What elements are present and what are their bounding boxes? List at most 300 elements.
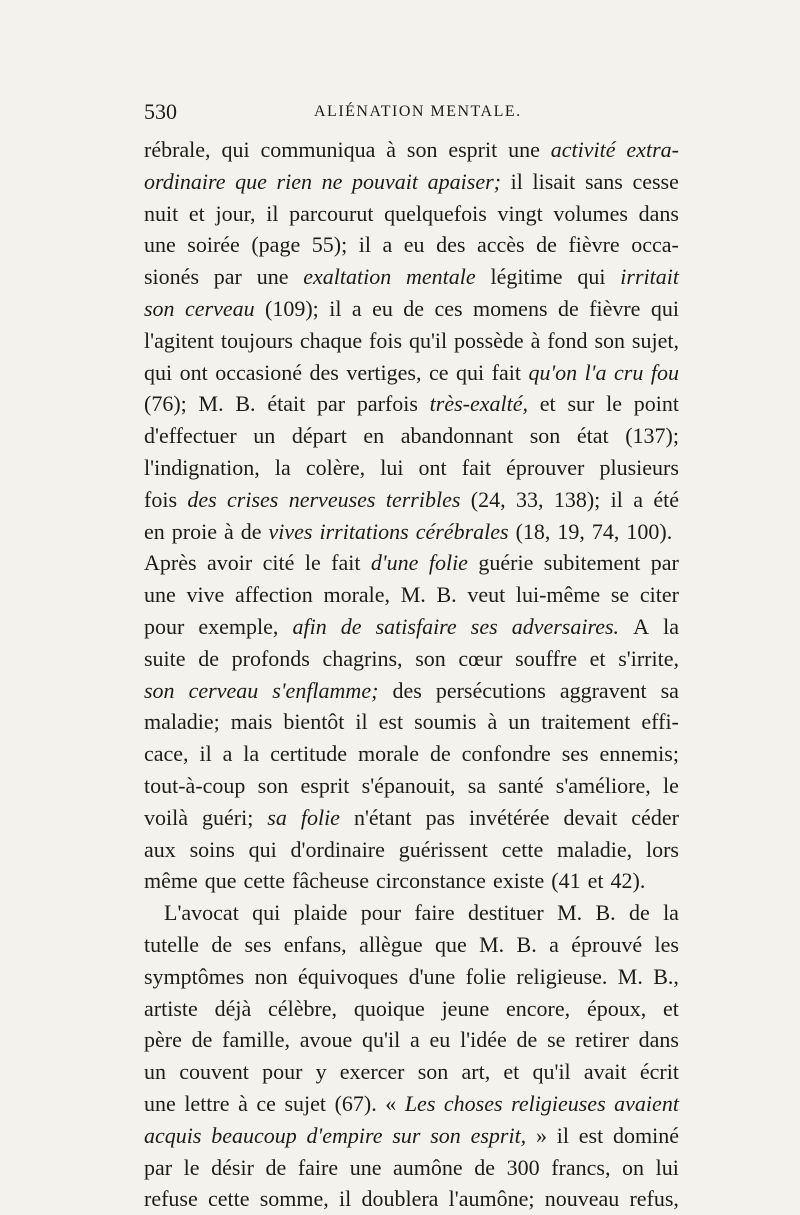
- word: B.,: [653, 963, 679, 989]
- word: occasioné: [215, 359, 302, 385]
- word: de: [403, 295, 425, 321]
- text-line: [144, 1183, 679, 1215]
- word: choses: [443, 1090, 503, 1116]
- word: morale: [357, 741, 420, 767]
- word: fièvre: [589, 295, 641, 321]
- word: qui: [456, 359, 485, 385]
- word: cérébrales: [415, 518, 509, 544]
- word: s'enflamme;: [272, 677, 379, 703]
- word: il: [355, 709, 368, 735]
- word: jeune: [441, 995, 490, 1021]
- text-line: [144, 1120, 679, 1152]
- word: irritations: [319, 518, 409, 544]
- word: bientôt: [283, 709, 345, 735]
- word: traitement: [541, 709, 631, 735]
- word: (18,: [515, 518, 551, 544]
- word: dans: [638, 1027, 679, 1053]
- word: départ: [291, 423, 347, 449]
- word: qui: [252, 900, 281, 926]
- word: ordinaire: [144, 168, 226, 194]
- word: à: [386, 137, 396, 162]
- text-line: [144, 452, 679, 484]
- word: (41: [551, 868, 581, 894]
- word: fois: [369, 327, 403, 353]
- word: de: [191, 1027, 213, 1053]
- word: une: [508, 137, 540, 162]
- text-line: [144, 484, 679, 516]
- word: le: [183, 1154, 200, 1180]
- word: enfans,: [283, 931, 347, 957]
- word: est: [578, 1122, 604, 1148]
- word: une: [256, 264, 289, 290]
- word: de: [474, 1154, 496, 1180]
- word: et: [539, 391, 556, 417]
- word: cace,: [144, 741, 189, 767]
- word: pouvait: [352, 168, 419, 194]
- word: son: [529, 423, 561, 449]
- word: souffre: [515, 645, 577, 671]
- word: cesse: [632, 168, 679, 194]
- word: qu'il: [408, 327, 448, 353]
- word: et: [587, 868, 604, 894]
- word: déjà: [214, 995, 252, 1021]
- word: parfois: [356, 391, 418, 417]
- word: plaide: [293, 900, 348, 926]
- word: célèbre,: [268, 995, 338, 1021]
- body-text: [144, 134, 679, 1215]
- word: l'agitent: [144, 327, 214, 353]
- word: il: [358, 232, 371, 258]
- word: avoir: [206, 550, 253, 576]
- word: il: [339, 1186, 352, 1212]
- word: la: [663, 900, 679, 926]
- word: son: [144, 677, 175, 703]
- word: il: [510, 168, 523, 194]
- word: citer: [639, 582, 679, 608]
- word: activité: [550, 137, 616, 162]
- word: en: [363, 423, 385, 449]
- word: artiste: [144, 995, 198, 1021]
- word: sionés: [144, 264, 199, 290]
- word: même: [144, 868, 198, 894]
- word: par: [650, 550, 679, 576]
- word: fois: [144, 486, 177, 512]
- word: lors: [645, 836, 679, 862]
- word: son: [257, 772, 289, 798]
- word: a: [222, 741, 233, 767]
- word: qu'il: [362, 1027, 401, 1053]
- word: faire: [297, 1154, 339, 1180]
- word: l'idée: [460, 1027, 507, 1053]
- word: veut: [467, 582, 506, 608]
- word: (109);: [265, 295, 319, 321]
- word: 138);: [553, 486, 601, 512]
- word: pour: [262, 1059, 303, 1085]
- word: guérissent: [398, 836, 488, 862]
- word: symptômes: [144, 963, 245, 989]
- word: quoique: [353, 995, 425, 1021]
- word: (24,: [470, 486, 506, 512]
- word: très-exalté,: [429, 391, 529, 417]
- text-line: [144, 325, 679, 357]
- word: circonstance: [376, 868, 486, 894]
- word: chaque: [299, 327, 363, 353]
- word: qu'il: [532, 1059, 571, 1085]
- word: 300: [506, 1154, 540, 1180]
- word: de: [557, 295, 579, 321]
- text-line: [144, 770, 679, 802]
- word: jour,: [215, 200, 256, 226]
- word: sujet,: [631, 327, 679, 353]
- text-line: [144, 516, 679, 548]
- word: fou: [650, 359, 679, 385]
- word: avait: [583, 1059, 627, 1085]
- word: parcourut: [289, 200, 374, 226]
- text-line: [144, 675, 679, 707]
- word: se: [610, 582, 630, 608]
- word: »: [535, 1122, 547, 1148]
- text-line: [144, 929, 679, 961]
- word: M.: [617, 963, 643, 989]
- word: aumône: [393, 1154, 463, 1180]
- word: n'étant: [353, 804, 412, 830]
- text-line: [144, 706, 679, 738]
- word: ses: [561, 741, 589, 767]
- word: d'empire: [306, 1122, 383, 1148]
- word: à: [530, 327, 541, 353]
- text-line: [144, 611, 679, 643]
- word: 42).: [610, 868, 646, 894]
- word: abandonnant: [400, 423, 514, 449]
- text-line: [144, 420, 679, 452]
- word: l'aumône;: [448, 1186, 535, 1212]
- word: de: [536, 232, 557, 258]
- word: de: [340, 613, 362, 639]
- word: mais: [230, 709, 273, 735]
- word: de: [198, 645, 219, 671]
- text-line: [144, 738, 679, 770]
- word: eu: [429, 1027, 451, 1053]
- word: et: [589, 645, 606, 671]
- word: l'indignation,: [144, 454, 260, 480]
- text-line: [144, 993, 679, 1025]
- word: satisfaire: [375, 613, 457, 639]
- word: guérie: [478, 550, 534, 576]
- word: Après: [144, 550, 197, 576]
- word: morale,: [323, 582, 391, 608]
- word: la: [663, 613, 679, 639]
- word: lisait: [532, 168, 576, 194]
- word: 55);: [311, 232, 348, 258]
- text-line: [144, 834, 679, 866]
- word: les: [654, 931, 679, 957]
- word: folie: [428, 550, 468, 576]
- word: suite: [144, 645, 186, 671]
- word: invétérée: [468, 804, 550, 830]
- word: père: [144, 1027, 182, 1053]
- word: 100).: [626, 518, 673, 544]
- word: 74,: [591, 518, 620, 544]
- word: communiqua: [260, 137, 376, 162]
- text-line: [144, 1056, 679, 1088]
- word: maladie,: [557, 836, 633, 862]
- word: des: [436, 232, 466, 258]
- word: toujours: [220, 327, 293, 353]
- word: point: [633, 391, 679, 417]
- word: crises: [227, 486, 279, 512]
- word: cerveau: [188, 677, 259, 703]
- text-line: [144, 865, 679, 897]
- word: momens: [472, 295, 548, 321]
- word: une: [349, 1154, 382, 1180]
- word: dans: [638, 200, 679, 226]
- word: est: [378, 709, 404, 735]
- word: mentale: [406, 264, 476, 290]
- word: exaltation: [303, 264, 392, 290]
- word: s'épanouit,: [361, 772, 456, 798]
- text-line: [144, 198, 679, 230]
- word: il: [266, 200, 279, 226]
- word: vertiges,: [346, 359, 422, 385]
- word: retirer: [575, 1027, 629, 1053]
- text-line: [144, 1088, 679, 1120]
- word: nerveuses: [288, 486, 376, 512]
- word: qui: [577, 264, 606, 290]
- text-line: [144, 166, 679, 198]
- word: à: [487, 709, 498, 735]
- word: sur: [392, 1122, 421, 1148]
- word: extra-: [626, 137, 679, 162]
- word: sa: [660, 677, 679, 703]
- word: cru: [614, 359, 644, 385]
- word: religieuse.: [516, 963, 608, 989]
- word: subitement: [543, 550, 641, 576]
- word: été: [653, 486, 679, 512]
- word: tutelle: [144, 931, 199, 957]
- word: B.: [516, 931, 537, 957]
- word: était: [267, 391, 306, 417]
- word: folie: [300, 804, 340, 830]
- word: L'avocat: [164, 900, 239, 926]
- word: M.: [479, 931, 505, 957]
- word: de: [429, 741, 451, 767]
- word: art,: [461, 1059, 491, 1085]
- word: 33,: [515, 486, 544, 512]
- word: et: [503, 1059, 520, 1085]
- word: (page: [251, 232, 301, 258]
- word: lui: [655, 1154, 679, 1180]
- word: pour: [360, 900, 402, 926]
- word: ces: [434, 295, 463, 321]
- word: esprit: [300, 772, 350, 798]
- word: époux,: [586, 995, 647, 1021]
- word: un: [144, 1059, 166, 1085]
- word: à: [238, 1090, 248, 1116]
- text-line: [144, 802, 679, 834]
- word: plusieurs: [599, 454, 679, 480]
- word: un: [508, 709, 531, 735]
- word: (67).: [334, 1090, 377, 1116]
- word: la: [243, 741, 260, 767]
- word: nuit: [144, 200, 179, 226]
- word: aux: [144, 836, 176, 862]
- word: de: [211, 931, 233, 957]
- word: dominé: [613, 1122, 679, 1148]
- word: que: [434, 931, 467, 957]
- word: le: [663, 772, 679, 798]
- word: B.: [235, 391, 256, 417]
- word: aggravent: [559, 677, 647, 703]
- word: existe: [492, 868, 545, 894]
- word: le: [606, 391, 622, 417]
- word: une: [144, 582, 176, 608]
- word: ont: [418, 454, 447, 480]
- word: vingt: [497, 200, 543, 226]
- word: persécutions: [435, 677, 546, 703]
- word: maladie;: [144, 709, 220, 735]
- word: soins: [189, 836, 235, 862]
- word: éprouvé: [571, 931, 643, 957]
- word: fond: [547, 327, 588, 353]
- text-line: [144, 229, 679, 261]
- word: famille,: [222, 1027, 290, 1053]
- word: avaient: [614, 1090, 679, 1116]
- word: rien: [276, 168, 312, 194]
- word: a: [549, 931, 559, 957]
- word: destituer: [467, 900, 544, 926]
- word: avoue: [299, 1027, 353, 1053]
- word: il: [610, 486, 623, 512]
- word: pour: [144, 613, 185, 639]
- word: et: [663, 995, 679, 1021]
- word: affection: [235, 582, 313, 608]
- word: possède: [454, 327, 524, 353]
- word: lui-même: [515, 582, 601, 608]
- word: sans: [584, 168, 623, 194]
- word: Les: [404, 1090, 436, 1116]
- page-header: [144, 99, 684, 129]
- word: par: [213, 264, 242, 290]
- word: 19,: [557, 518, 585, 544]
- word: a: [410, 1027, 420, 1053]
- word: doublera: [361, 1186, 439, 1212]
- word: a: [633, 486, 643, 512]
- word: son: [415, 645, 446, 671]
- word: il: [556, 1122, 569, 1148]
- word: d'ordinaire: [290, 836, 385, 862]
- word: de: [240, 518, 262, 544]
- word: ont: [179, 359, 208, 385]
- word: colère,: [305, 454, 366, 480]
- word: francs,: [551, 1154, 611, 1180]
- word: une: [144, 232, 176, 258]
- text-line: [144, 961, 679, 993]
- text-line: [144, 134, 679, 166]
- word: éprouver: [506, 454, 585, 480]
- word: son: [594, 327, 626, 353]
- word: exercer: [339, 1059, 405, 1085]
- word: esprit,: [470, 1122, 527, 1148]
- word: céder: [631, 804, 679, 830]
- word: vives: [268, 518, 313, 544]
- word: qui: [221, 137, 250, 162]
- word: quelquefois: [384, 200, 487, 226]
- word: son: [417, 1059, 449, 1085]
- word: M.: [198, 391, 224, 417]
- word: que: [204, 868, 237, 894]
- word: guéri;: [201, 804, 254, 830]
- word: écrit: [639, 1059, 679, 1085]
- word: cette: [243, 868, 286, 894]
- word: faire: [414, 900, 455, 926]
- word: esprit: [448, 137, 498, 162]
- word: beaucoup: [211, 1122, 297, 1148]
- word: fait: [491, 359, 521, 385]
- word: de: [265, 1154, 287, 1180]
- word: exemple,: [198, 613, 279, 639]
- word: somme,: [259, 1186, 329, 1212]
- running-title: ALIÉNATION MENTALE.: [314, 103, 522, 120]
- word: eu: [403, 232, 425, 258]
- word: afin: [292, 613, 327, 639]
- word: voilà: [144, 804, 188, 830]
- word: couvent: [179, 1059, 249, 1085]
- word: de: [516, 1027, 538, 1053]
- word: profonds: [231, 645, 310, 671]
- word: désir: [211, 1154, 254, 1180]
- word: occa-: [631, 232, 679, 258]
- word: A: [633, 613, 650, 639]
- word: en: [144, 518, 165, 544]
- word: cerveau: [184, 295, 255, 321]
- word: des: [187, 486, 217, 512]
- word: eu: [372, 295, 393, 321]
- word: des: [309, 359, 339, 385]
- word: sujet: [284, 1090, 327, 1116]
- word: acquis: [144, 1122, 202, 1148]
- word: apaiser;: [427, 168, 501, 194]
- word: des: [392, 677, 422, 703]
- word: folie: [465, 963, 506, 989]
- word: d'une: [408, 963, 456, 989]
- word: ses: [470, 613, 498, 639]
- word: a: [382, 232, 393, 258]
- word: fièvre: [568, 232, 620, 258]
- word: fait: [461, 454, 492, 480]
- word: volumes: [553, 200, 628, 226]
- word: ce: [428, 359, 449, 385]
- word: pas: [425, 804, 455, 830]
- text-line: [144, 1152, 679, 1184]
- word: religieuses: [511, 1090, 606, 1116]
- word: et: [188, 200, 205, 226]
- word: B.: [436, 582, 457, 608]
- word: sa: [467, 772, 487, 798]
- word: équivoques: [297, 963, 399, 989]
- word: cette: [501, 836, 544, 862]
- text-line: [144, 1024, 679, 1056]
- word: légitime: [490, 264, 563, 290]
- text-line: [144, 293, 679, 325]
- word: effi-: [641, 709, 679, 735]
- word: il: [329, 295, 342, 321]
- word: non: [254, 963, 288, 989]
- word: santé: [498, 772, 544, 798]
- word: ses: [244, 931, 272, 957]
- page-number: 530: [144, 99, 177, 124]
- word: refus,: [629, 1186, 679, 1212]
- word: «: [385, 1090, 397, 1116]
